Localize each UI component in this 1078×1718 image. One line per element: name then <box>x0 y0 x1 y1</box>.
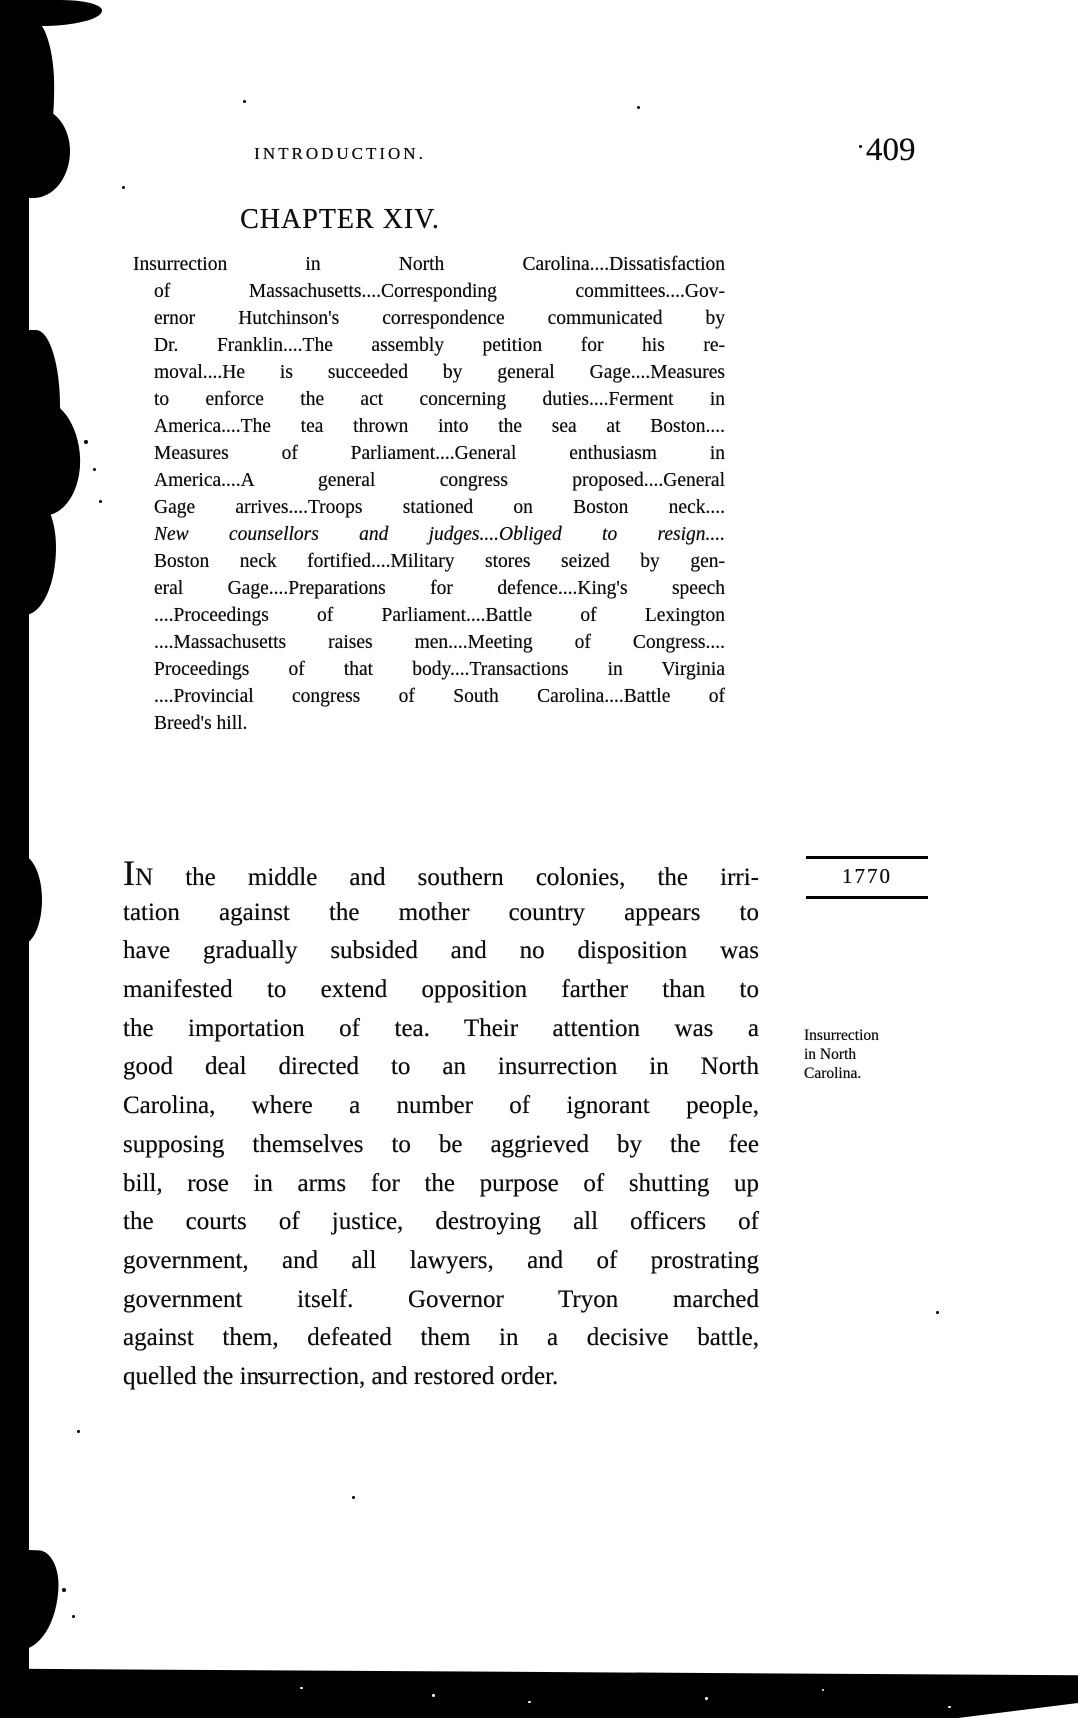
summary-line: Gage arrives....Troops stationed on Boston neck.... <box>154 497 725 518</box>
scan-edge-blob <box>0 495 56 615</box>
body-line: the importation of tea. Their attention was a <box>123 1014 759 1042</box>
summary-line: eral Gage....Preparations for defence....King's speech <box>154 578 725 599</box>
scan-edge-blob <box>0 855 42 945</box>
ink-speck <box>93 468 96 471</box>
body-line: bill, rose in arms for the purpose of shutting up <box>123 1169 759 1197</box>
summary-line: ....Massachusetts raises men....Meeting of Congress.... <box>154 632 725 653</box>
scan-bottom-edge-artifact <box>0 1669 1078 1718</box>
scan-white-speck <box>528 1701 531 1703</box>
summary-line: Breed's hill. <box>154 713 248 734</box>
summary-line: of Massachusetts....Corresponding committees....Gov- <box>154 281 725 302</box>
body-line: against them, defeated them in a decisive battle, <box>123 1324 759 1352</box>
summary-line: ....Proceedings of Parliament....Battle of Lexington <box>154 605 725 626</box>
summary-line: New counsellors and judges....Obliged to resign.... <box>154 524 725 545</box>
margin-side-note <box>804 1026 954 1083</box>
ink-speck <box>243 100 246 103</box>
body-line: government itself. Governor Tryon marched <box>123 1285 759 1313</box>
scan-edge-blob <box>0 108 70 198</box>
body-paragraph <box>123 855 759 1397</box>
margin-note-line: Carolina. <box>804 1065 862 1082</box>
summary-line: to enforce the act concerning duties....Ferment in <box>154 389 725 410</box>
summary-line: moval....He is succeeded by general Gage....Measures <box>154 362 725 383</box>
ink-speck <box>352 1496 355 1499</box>
scan-edge-blob <box>0 1549 60 1651</box>
chapter-summary <box>133 251 725 737</box>
body-line: manifested to extend opposition farther than to <box>123 976 759 1004</box>
scan-white-speck <box>822 1689 824 1691</box>
margin-year-note: 1770 <box>806 856 928 899</box>
body-line: government, and all lawyers, and of prostrating <box>123 1246 759 1274</box>
chapter-heading: CHAPTER XIV. <box>240 204 440 235</box>
summary-line: Insurrection in North Carolina....Dissatisfaction <box>133 254 725 275</box>
scan-white-speck <box>300 1687 303 1689</box>
summary-line: ....Provincial congress of South Carolina....Battle of <box>154 686 725 707</box>
summary-line: Measures of Parliament....General enthusiasm in <box>154 443 725 464</box>
scan-white-speck <box>705 1697 708 1700</box>
margin-note-line: Insurrection <box>804 1027 879 1044</box>
ink-speck <box>637 106 640 109</box>
ink-speck <box>859 145 862 148</box>
scan-white-speck <box>948 1706 951 1708</box>
ink-speck <box>84 440 88 444</box>
body-line: quelled the insurrection, and restored order. <box>123 1362 559 1390</box>
margin-note-line: in North <box>804 1046 857 1063</box>
body-line: tation against the mother country appears to <box>123 898 759 926</box>
ink-speck <box>936 1311 939 1314</box>
ink-speck <box>62 1588 66 1592</box>
ink-speck <box>122 186 125 189</box>
ink-speck <box>99 500 102 503</box>
body-line: the courts of justice, destroying all officers of <box>123 1208 759 1236</box>
body-line: IN the middle and southern colonies, the irri- <box>123 853 759 893</box>
body-line: good deal directed to an insurrection in North <box>123 1053 759 1081</box>
ink-speck <box>72 1615 75 1618</box>
body-line: Carolina, where a number of ignorant people, <box>123 1092 759 1120</box>
body-line: have gradually subsided and no disposition was <box>123 937 759 965</box>
summary-line: ernor Hutchinson's correspondence communicated by <box>154 308 725 329</box>
summary-line: America....The tea thrown into the sea at Boston.... <box>154 416 725 437</box>
scan-bottom-notch <box>958 1703 1078 1718</box>
page-number: 409 <box>866 132 916 168</box>
body-line: supposing themselves to be aggrieved by the fee <box>123 1130 759 1158</box>
summary-line: Dr. Franklin....The assembly petition for his re- <box>154 335 725 356</box>
summary-line: America....A general congress proposed....General <box>154 470 725 491</box>
ink-speck <box>77 1430 80 1433</box>
scan-white-speck <box>432 1694 435 1697</box>
running-header: INTRODUCTION. <box>254 144 426 163</box>
summary-line: Boston neck fortified....Military stores seized by gen- <box>154 551 725 572</box>
summary-line: Proceedings of that body....Transactions in Virginia <box>154 659 725 680</box>
